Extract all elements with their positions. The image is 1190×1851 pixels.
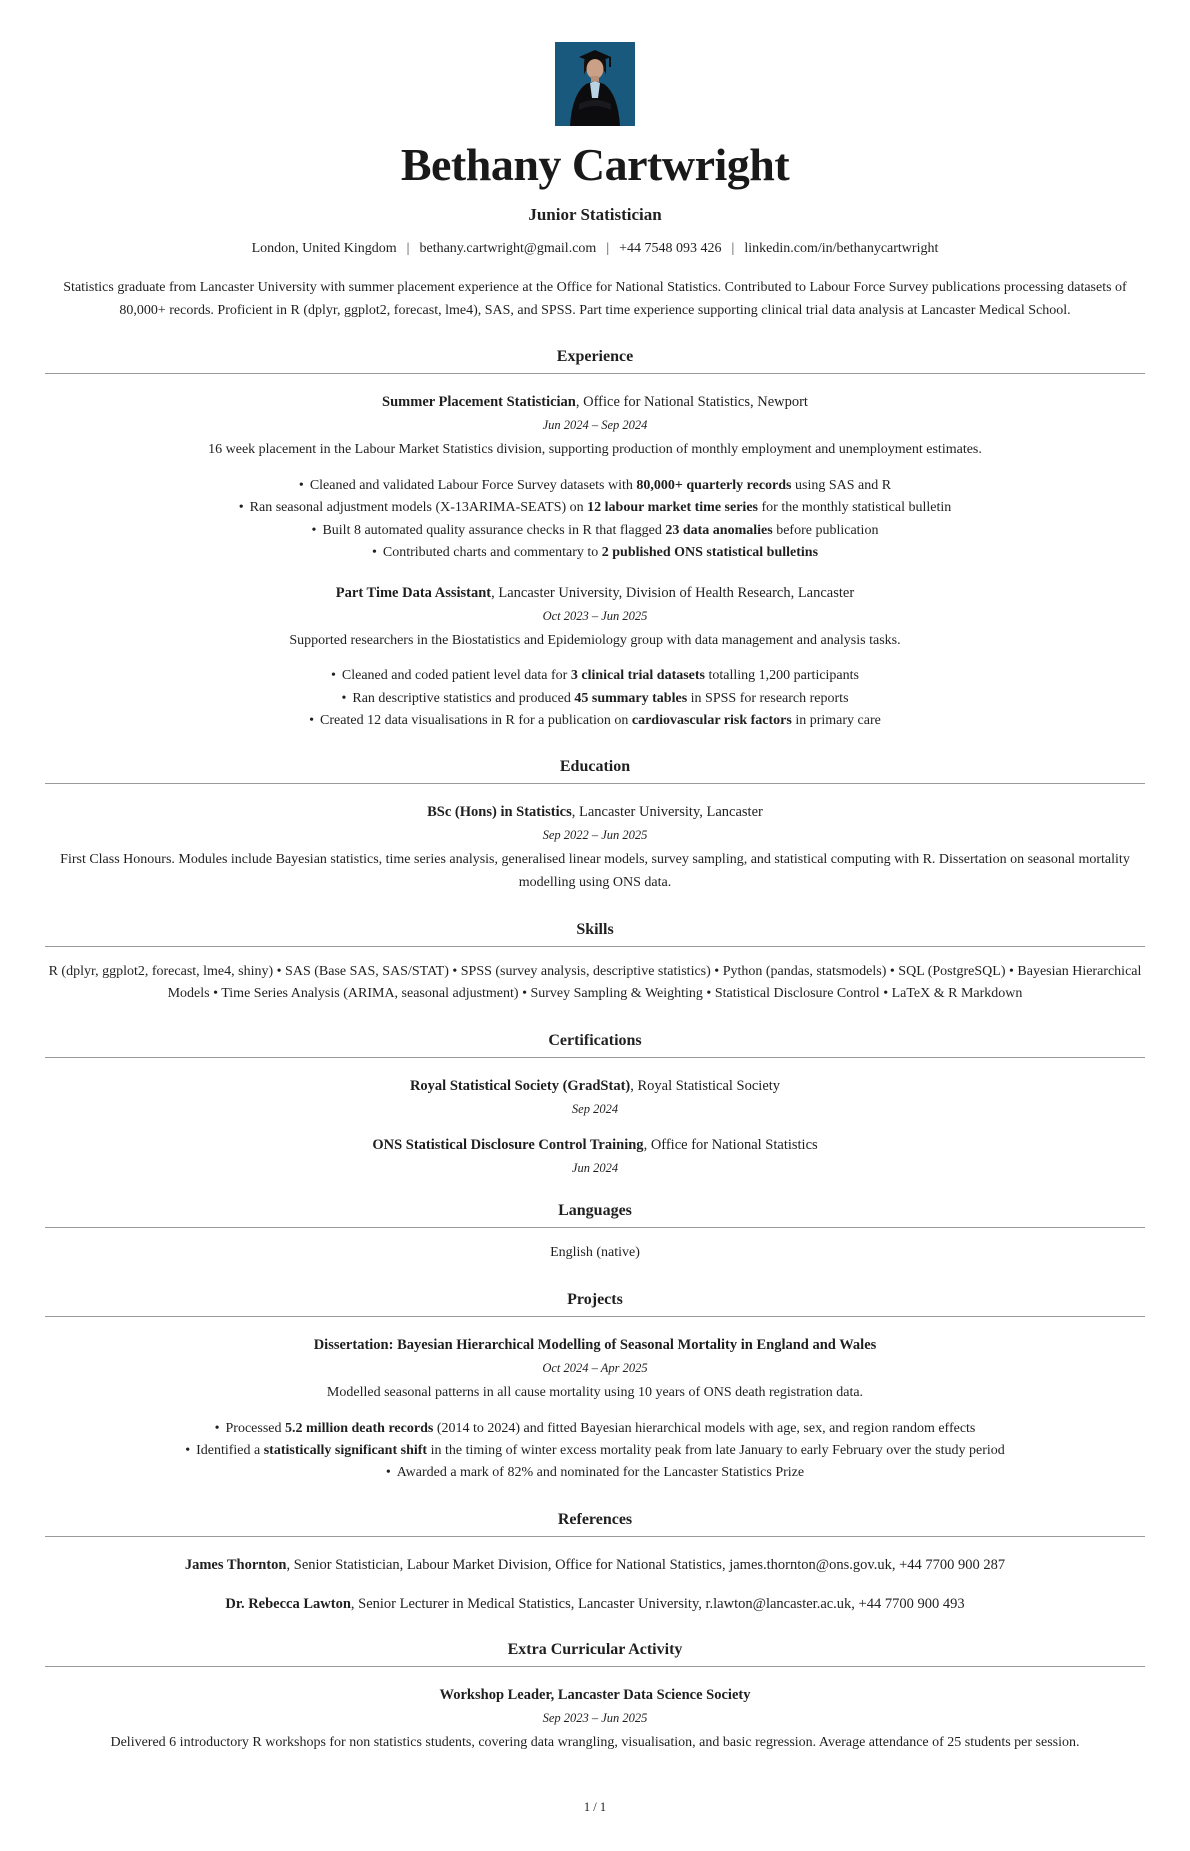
photo-container bbox=[45, 42, 1145, 126]
entry-title-rest: , Office for National Statistics bbox=[643, 1137, 818, 1154]
entry bbox=[45, 1335, 1145, 1485]
bullet-marker: • bbox=[185, 1442, 191, 1458]
contact-separator: | bbox=[606, 241, 610, 256]
contact-item: linkedin.com/in/bethanycartwright bbox=[744, 241, 939, 256]
entry-description: Delivered 6 introductory R workshops for non statistics students, covering data wrangling, visualisation, and basic regression. Average attendance of 25 students per session. bbox=[110, 1734, 1080, 1750]
section-text: English (native) bbox=[550, 1245, 640, 1261]
section-heading: Education bbox=[559, 758, 631, 776]
bullet-marker: • bbox=[341, 690, 347, 706]
profile-photo bbox=[555, 42, 635, 126]
section-heading: Extra Curricular Activity bbox=[507, 1640, 683, 1658]
bullet-marker: • bbox=[238, 500, 244, 516]
entry-title-rest: , Lancaster University, Lancaster bbox=[571, 804, 763, 821]
section-divider bbox=[45, 1536, 1145, 1537]
contact-line bbox=[45, 241, 1145, 257]
page-footer bbox=[45, 1800, 1145, 1821]
section-divider bbox=[45, 946, 1145, 947]
bullet-item bbox=[45, 542, 1145, 564]
bullet-text: Cleaned and coded patient level data for bbox=[341, 668, 571, 684]
bullet-text-bold: 80,000+ quarterly records bbox=[636, 478, 792, 494]
entry-title bbox=[45, 1685, 1145, 1706]
summary-paragraph: Statistics graduate from Lancaster University with summer placement experience at the Office for National Statistics. Contributed to Labour Force Survey publications processing datasets of 80,000+ records. Proficient in R (dplyr, ggplot2, forecast, lme4), SAS, and SPSS. Part time experience supporting clinical trial data analysis at Lancaster Medical School. bbox=[63, 280, 1127, 318]
bullet-text-bold: 45 summary tables bbox=[574, 690, 688, 706]
section-text: R (dplyr, ggplot2, forecast, lme4, shiny) • SAS (Base SAS, SAS/STAT) • SPSS (survey analysis, descriptive statistics) • Python (pandas, statsmodels) • SQL (PostgreSQL) • Bayesian Hierarchical Models • Time Series Analysis (ARIMA, seasonal adjustment) • Survey Sampling & Weighting • Statistical Disclosure Control • LaTeX & R Markdown bbox=[48, 963, 1142, 1002]
contact-item: London, United Kingdom bbox=[251, 241, 397, 256]
entry-date: Jun 2024 – Sep 2024 bbox=[542, 418, 648, 433]
bullet-item bbox=[45, 1462, 1145, 1484]
contact-separator: | bbox=[406, 241, 410, 256]
entry-title bbox=[45, 1135, 1145, 1156]
entry-description: First Class Honours. Modules include Bayesian statistics, time series analysis, generalised linear models, survey sampling, and statistical computing with R. Dissertation on seasonal mortality modelling using ONS data. bbox=[60, 852, 1130, 891]
entry bbox=[45, 392, 1145, 564]
section-divider bbox=[45, 1227, 1145, 1228]
section-heading: Skills bbox=[576, 920, 614, 938]
bullet-item bbox=[45, 688, 1145, 710]
entry-title-rest: , Senior Lecturer in Medical Statistics, Lancaster University, r.lawton@lancaster.ac.uk, +44 7700 900 493 bbox=[350, 1595, 965, 1612]
bullet-item bbox=[45, 497, 1145, 519]
section-divider bbox=[45, 1057, 1145, 1058]
bullet-text-bold: 12 labour market time series bbox=[587, 500, 758, 516]
contact-item: +44 7548 093 426 bbox=[619, 241, 722, 256]
entry-date: Sep 2024 bbox=[571, 1102, 619, 1117]
entry-title bbox=[45, 583, 1145, 604]
section-extra-curricular-activity bbox=[45, 1641, 1145, 1755]
entry-title-bold: Part Time Data Assistant bbox=[335, 584, 492, 601]
entry-title-rest: , Royal Statistical Society bbox=[630, 1078, 781, 1095]
bullet-text: totalling 1,200 participants bbox=[705, 668, 859, 684]
bullet-marker: • bbox=[371, 545, 377, 561]
contact-separator: | bbox=[731, 241, 735, 256]
entry-title-rest: , Office for National Statistics, Newport bbox=[575, 394, 808, 411]
entry bbox=[45, 1135, 1145, 1176]
bullet-text: using SAS and R bbox=[791, 478, 892, 494]
entry-title-bold: Summer Placement Statistician bbox=[382, 394, 576, 411]
bullet-marker: • bbox=[330, 668, 336, 684]
entry bbox=[45, 1076, 1145, 1117]
entry-title-bold: Dissertation: Bayesian Hierarchical Modelling of Seasonal Mortality in England and Wales bbox=[313, 1336, 877, 1353]
bullet-text: for the monthly statistical bulletin bbox=[758, 500, 952, 516]
bullet-marker: • bbox=[311, 522, 317, 538]
entry-title bbox=[45, 1335, 1145, 1356]
section-experience bbox=[45, 348, 1145, 732]
person-name: Bethany Cartwright bbox=[400, 139, 790, 190]
section-certifications bbox=[45, 1032, 1145, 1176]
entry-title-rest: , Lancaster University, Division of Health Research, Lancaster bbox=[491, 584, 855, 601]
entry-date: Jun 2024 bbox=[571, 1161, 619, 1176]
section-divider bbox=[45, 1316, 1145, 1317]
bullet-text: in primary care bbox=[791, 713, 881, 729]
section-divider bbox=[45, 1666, 1145, 1667]
entry-description: 16 week placement in the Labour Market Statistics division, supporting production of monthly employment and unemployment estimates. bbox=[208, 442, 982, 458]
bullet-text: Ran descriptive statistics and produced bbox=[352, 690, 575, 706]
bullet-text-bold: statistically significant shift bbox=[263, 1442, 428, 1458]
entry-title bbox=[45, 392, 1145, 413]
entry-date: Oct 2023 – Jun 2025 bbox=[542, 608, 648, 623]
entry-title bbox=[45, 1076, 1145, 1097]
entry-title-bold: ONS Statistical Disclosure Control Training bbox=[372, 1137, 644, 1154]
bullet-text: Identified a bbox=[196, 1442, 264, 1458]
bullet-marker: • bbox=[385, 1465, 391, 1481]
sections-container bbox=[45, 348, 1145, 1754]
section-languages bbox=[45, 1202, 1145, 1265]
bullet-text: Processed bbox=[225, 1420, 286, 1436]
bullet-item bbox=[45, 665, 1145, 687]
entry bbox=[45, 583, 1145, 733]
bullet-item bbox=[45, 710, 1145, 732]
section-skills bbox=[45, 921, 1145, 1006]
entry-title-bold: Workshop Leader, Lancaster Data Science Society bbox=[439, 1686, 751, 1703]
entry-title-bold: James Thornton bbox=[184, 1556, 287, 1573]
page-number: 1 / 1 bbox=[583, 1800, 607, 1815]
bullet-marker: • bbox=[298, 478, 304, 494]
job-title: Junior Statistician bbox=[528, 205, 662, 224]
section-heading: Projects bbox=[567, 1290, 623, 1308]
entry-title-bold: BSc (Hons) in Statistics bbox=[427, 804, 572, 821]
bullet-text: (2014 to 2024) and fitted Bayesian hierarchical models with age, sex, and region random effects bbox=[433, 1420, 976, 1436]
bullet-text: Created 12 data visualisations in R for a publication on bbox=[320, 713, 632, 729]
entry-date: Oct 2024 – Apr 2025 bbox=[542, 1360, 648, 1375]
bullet-marker: • bbox=[309, 713, 315, 729]
section-references bbox=[45, 1511, 1145, 1615]
section-heading: Languages bbox=[558, 1202, 632, 1220]
entry-title-bold: Royal Statistical Society (GradStat) bbox=[409, 1078, 631, 1095]
bullet-list bbox=[45, 665, 1145, 732]
bullet-text-bold: 23 data anomalies bbox=[665, 522, 773, 538]
bullet-text: Cleaned and validated Labour Force Survey datasets with bbox=[309, 478, 637, 494]
section-heading: References bbox=[557, 1510, 633, 1528]
bullet-marker: • bbox=[214, 1420, 220, 1436]
bullet-item bbox=[45, 1440, 1145, 1462]
bullet-text: in SPSS for research reports bbox=[687, 690, 849, 706]
bullet-item bbox=[45, 475, 1145, 497]
entry-date: Sep 2022 – Jun 2025 bbox=[542, 828, 648, 843]
section-heading: Certifications bbox=[548, 1032, 642, 1050]
bullet-list bbox=[45, 475, 1145, 565]
entry-title bbox=[45, 802, 1145, 823]
bullet-text-bold: 5.2 million death records bbox=[285, 1420, 434, 1436]
entry-description: Supported researchers in the Biostatistics and Epidemiology group with data management and analysis tasks. bbox=[289, 632, 901, 648]
bullet-text: Contributed charts and commentary to bbox=[382, 545, 602, 561]
bullet-item bbox=[45, 520, 1145, 542]
entry bbox=[45, 1685, 1145, 1755]
entry-title bbox=[45, 1555, 1145, 1576]
resume-content bbox=[45, 42, 1145, 1754]
entry bbox=[45, 802, 1145, 894]
bullet-text: in the timing of winter excess mortality peak from late January to early February over the study period bbox=[427, 1442, 1005, 1458]
section-projects bbox=[45, 1291, 1145, 1485]
entry-description: Modelled seasonal patterns in all cause mortality using 10 years of ONS death registration data. bbox=[326, 1384, 864, 1400]
bullet-text: Built 8 automated quality assurance checks in R that flagged bbox=[322, 522, 666, 538]
bullet-text: before publication bbox=[772, 522, 879, 538]
entry-title-bold: Dr. Rebecca Lawton bbox=[225, 1595, 351, 1612]
bullet-list bbox=[45, 1418, 1145, 1485]
section-education bbox=[45, 758, 1145, 894]
entry-title bbox=[45, 1594, 1145, 1615]
bullet-text-bold: 2 published ONS statistical bulletins bbox=[601, 545, 819, 561]
bullet-item bbox=[45, 1418, 1145, 1440]
bullet-text: Awarded a mark of 82% and nominated for the Lancaster Statistics Prize bbox=[396, 1465, 805, 1481]
entry-date: Sep 2023 – Jun 2025 bbox=[542, 1710, 648, 1725]
bullet-text-bold: 3 clinical trial datasets bbox=[570, 668, 706, 684]
entry-title-rest: , Senior Statistician, Labour Market Division, Office for National Statistics, james.thornton@ons.gov.uk, +44 7700 900 287 bbox=[286, 1556, 1006, 1573]
bullet-text: Ran seasonal adjustment models (X-13ARIMA-SEATS) on bbox=[249, 500, 588, 516]
resume-page bbox=[45, 42, 1145, 1821]
section-divider bbox=[45, 783, 1145, 784]
bullet-text-bold: cardiovascular risk factors bbox=[631, 713, 792, 729]
section-divider bbox=[45, 373, 1145, 374]
contact-item: bethany.cartwright@gmail.com bbox=[419, 241, 597, 256]
entry bbox=[45, 1555, 1145, 1576]
entry bbox=[45, 1594, 1145, 1615]
section-heading: Experience bbox=[556, 348, 634, 366]
